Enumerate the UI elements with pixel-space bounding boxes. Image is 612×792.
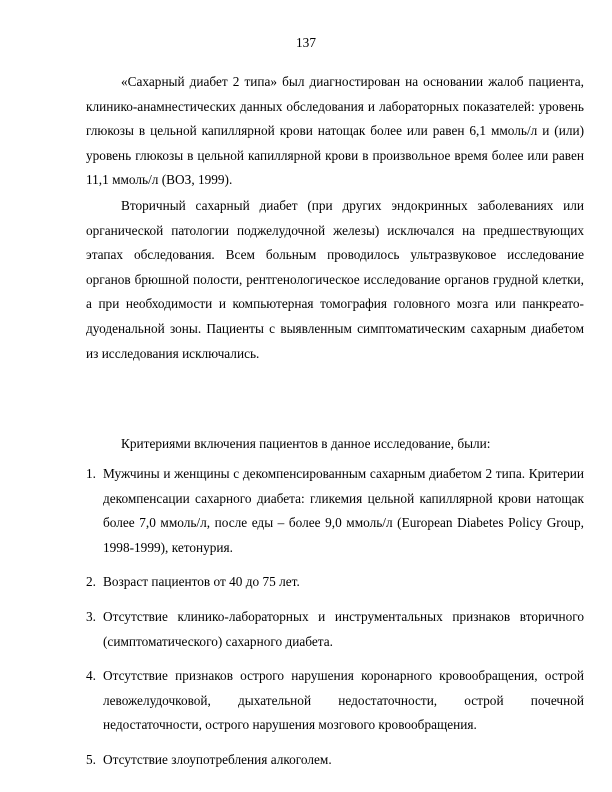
paragraph-secondary-diabetes: Вторичный сахарный диабет (при других эндокринных заболеваниях или органической патологии поджелудочной железы) исключался на предшествующих этапах обследования. Всем больным проводилось ультразвуковое исследование органов брюшной полости, рентгенологическое исследование органов грудной клетки, а при необходимости и компьютерная томография головного мозга или панкреато-дуоденальной зоны. Пациенты с выявленным симптоматическим сахарным диабетом из исследования исключались.	[86, 198, 584, 361]
list-item-number: 4.	[86, 668, 96, 684]
paragraph-inclusion-intro: Критериями включения пациентов в данное исследование, были:	[121, 436, 491, 451]
paragraph-diagnosis: «Сахарный диабет 2 типа» был диагностирован на основании жалоб пациента, клинико-анамнестических данных обследования и лабораторных показателей: уровень глюкозы в цельной капиллярной крови натощак более или равен 6,1 ммоль/л и (или) уровень глюкозы в цельной капиллярной крови в произвольное время более или равен 11,1 ммоль/л (ВОЗ, 1999).	[86, 74, 584, 188]
list-item-number: 5.	[86, 751, 96, 767]
list-item-text: Отсутствие клинико-лабораторных и инструментальных признаков вторичного (симптоматического) сахарного диабета.	[103, 608, 584, 649]
list-item-text: Отсутствие признаков острого нарушения коронарного кровообращения, острой левожелудочковой, дыхательной недостаточности, острой почечной недостаточности, острого нарушения мозгового кровообращения.	[103, 668, 584, 733]
list-item-text: Мужчины и женщины с декомпенсированным сахарным диабетом 2 типа. Критерии декомпенсации сахарного диабета: гликемия цельной капиллярной крови натощак более 7,0 ммоль/л, после еды – более 9,0 ммоль/л (European Diabetes Policy Group, 1998-1999), кетонурия.	[103, 466, 584, 555]
inclusion-criteria-list	[86, 462, 584, 783]
list-item	[86, 664, 584, 738]
list-item-number: 2.	[86, 574, 96, 590]
list-item	[86, 605, 584, 654]
list-item	[86, 570, 584, 595]
list-item	[86, 462, 584, 560]
list-item-number: 1.	[86, 466, 96, 481]
page-number: 137	[296, 35, 316, 50]
list-item	[86, 748, 584, 773]
list-item-text: Возраст пациентов от 40 до 75 лет.	[103, 574, 300, 590]
list-item-number: 3.	[86, 608, 96, 624]
list-item-text: Отсутствие злоупотребления алкоголем.	[103, 751, 332, 767]
